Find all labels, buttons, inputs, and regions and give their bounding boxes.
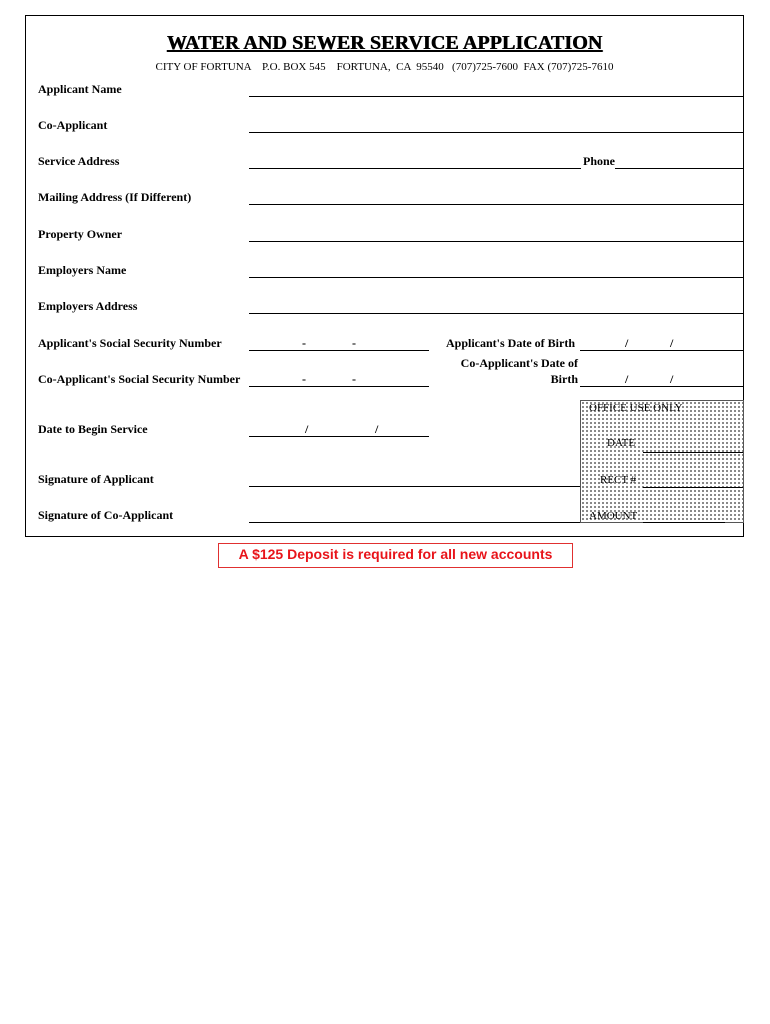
co-dob-slash-2: / [670, 372, 674, 386]
signature-co-applicant-field[interactable] [249, 522, 580, 523]
office-date-label: DATE [607, 437, 636, 449]
ssn-dash-1: - [302, 336, 306, 350]
co-applicant-dob-field[interactable] [580, 386, 744, 387]
begin-slash-1: / [305, 422, 309, 436]
applicant-dob-field[interactable] [580, 350, 744, 351]
begin-slash-2: / [375, 422, 379, 436]
co-applicant-ssn-label: Co-Applicant's Social Security Number [38, 372, 241, 386]
employers-name-field[interactable] [249, 277, 744, 278]
signature-co-applicant-label: Signature of Co-Applicant [38, 508, 174, 522]
service-address-label: Service Address [38, 154, 120, 168]
employers-address-field[interactable] [249, 313, 744, 314]
deposit-notice: A $125 Deposit is required for all new accounts [218, 543, 573, 568]
office-amount-label: AMOUNT [589, 510, 638, 522]
mailing-address-label: Mailing Address (If Different) [38, 190, 192, 204]
office-amount-field[interactable] [643, 522, 725, 523]
office-rect-label: RECT # [600, 474, 637, 486]
co-applicant-dob-label-line2: Birth [550, 372, 578, 386]
dob-slash-2: / [670, 336, 674, 350]
form-title: WATER AND SEWER SERVICE APPLICATION [166, 32, 603, 54]
property-owner-label: Property Owner [38, 227, 123, 241]
date-to-begin-label: Date to Begin Service [38, 422, 148, 436]
co-ssn-dash-1: - [302, 372, 306, 386]
co-applicant-label: Co-Applicant [38, 118, 108, 132]
property-owner-field[interactable] [249, 241, 744, 242]
employers-address-label: Employers Address [38, 299, 138, 313]
co-ssn-dash-2: - [352, 372, 356, 386]
co-applicant-field[interactable] [249, 132, 744, 133]
mailing-address-field[interactable] [249, 204, 744, 205]
applicant-dob-label: Applicant's Date of Birth [446, 336, 575, 350]
dob-slash-1: / [625, 336, 629, 350]
office-use-title: OFFICE USE ONLY [589, 402, 683, 414]
signature-applicant-field[interactable] [249, 486, 580, 487]
phone-label: Phone [583, 154, 616, 168]
ssn-dash-2: - [352, 336, 356, 350]
date-to-begin-field[interactable] [249, 436, 429, 437]
office-date-field[interactable] [643, 452, 743, 453]
office-use-box [580, 400, 744, 523]
employers-name-label: Employers Name [38, 263, 127, 277]
applicant-ssn-label: Applicant's Social Security Number [38, 336, 222, 350]
co-dob-slash-1: / [625, 372, 629, 386]
signature-applicant-label: Signature of Applicant [38, 472, 154, 486]
office-rect-field[interactable] [643, 487, 743, 488]
phone-field[interactable] [615, 168, 744, 169]
city-contact-info: CITY OF FORTUNA P.O. BOX 545 FORTUNA, CA 95540 (707)725-7600 FAX (707)725-7610 [155, 61, 614, 73]
co-applicant-ssn-field[interactable] [249, 386, 429, 387]
applicant-name-label: Applicant Name [38, 82, 122, 96]
co-applicant-dob-label-line1: Co-Applicant's Date of [460, 356, 578, 370]
applicant-name-field[interactable] [249, 96, 744, 97]
applicant-ssn-field[interactable] [249, 350, 429, 351]
service-address-field[interactable] [249, 168, 581, 169]
